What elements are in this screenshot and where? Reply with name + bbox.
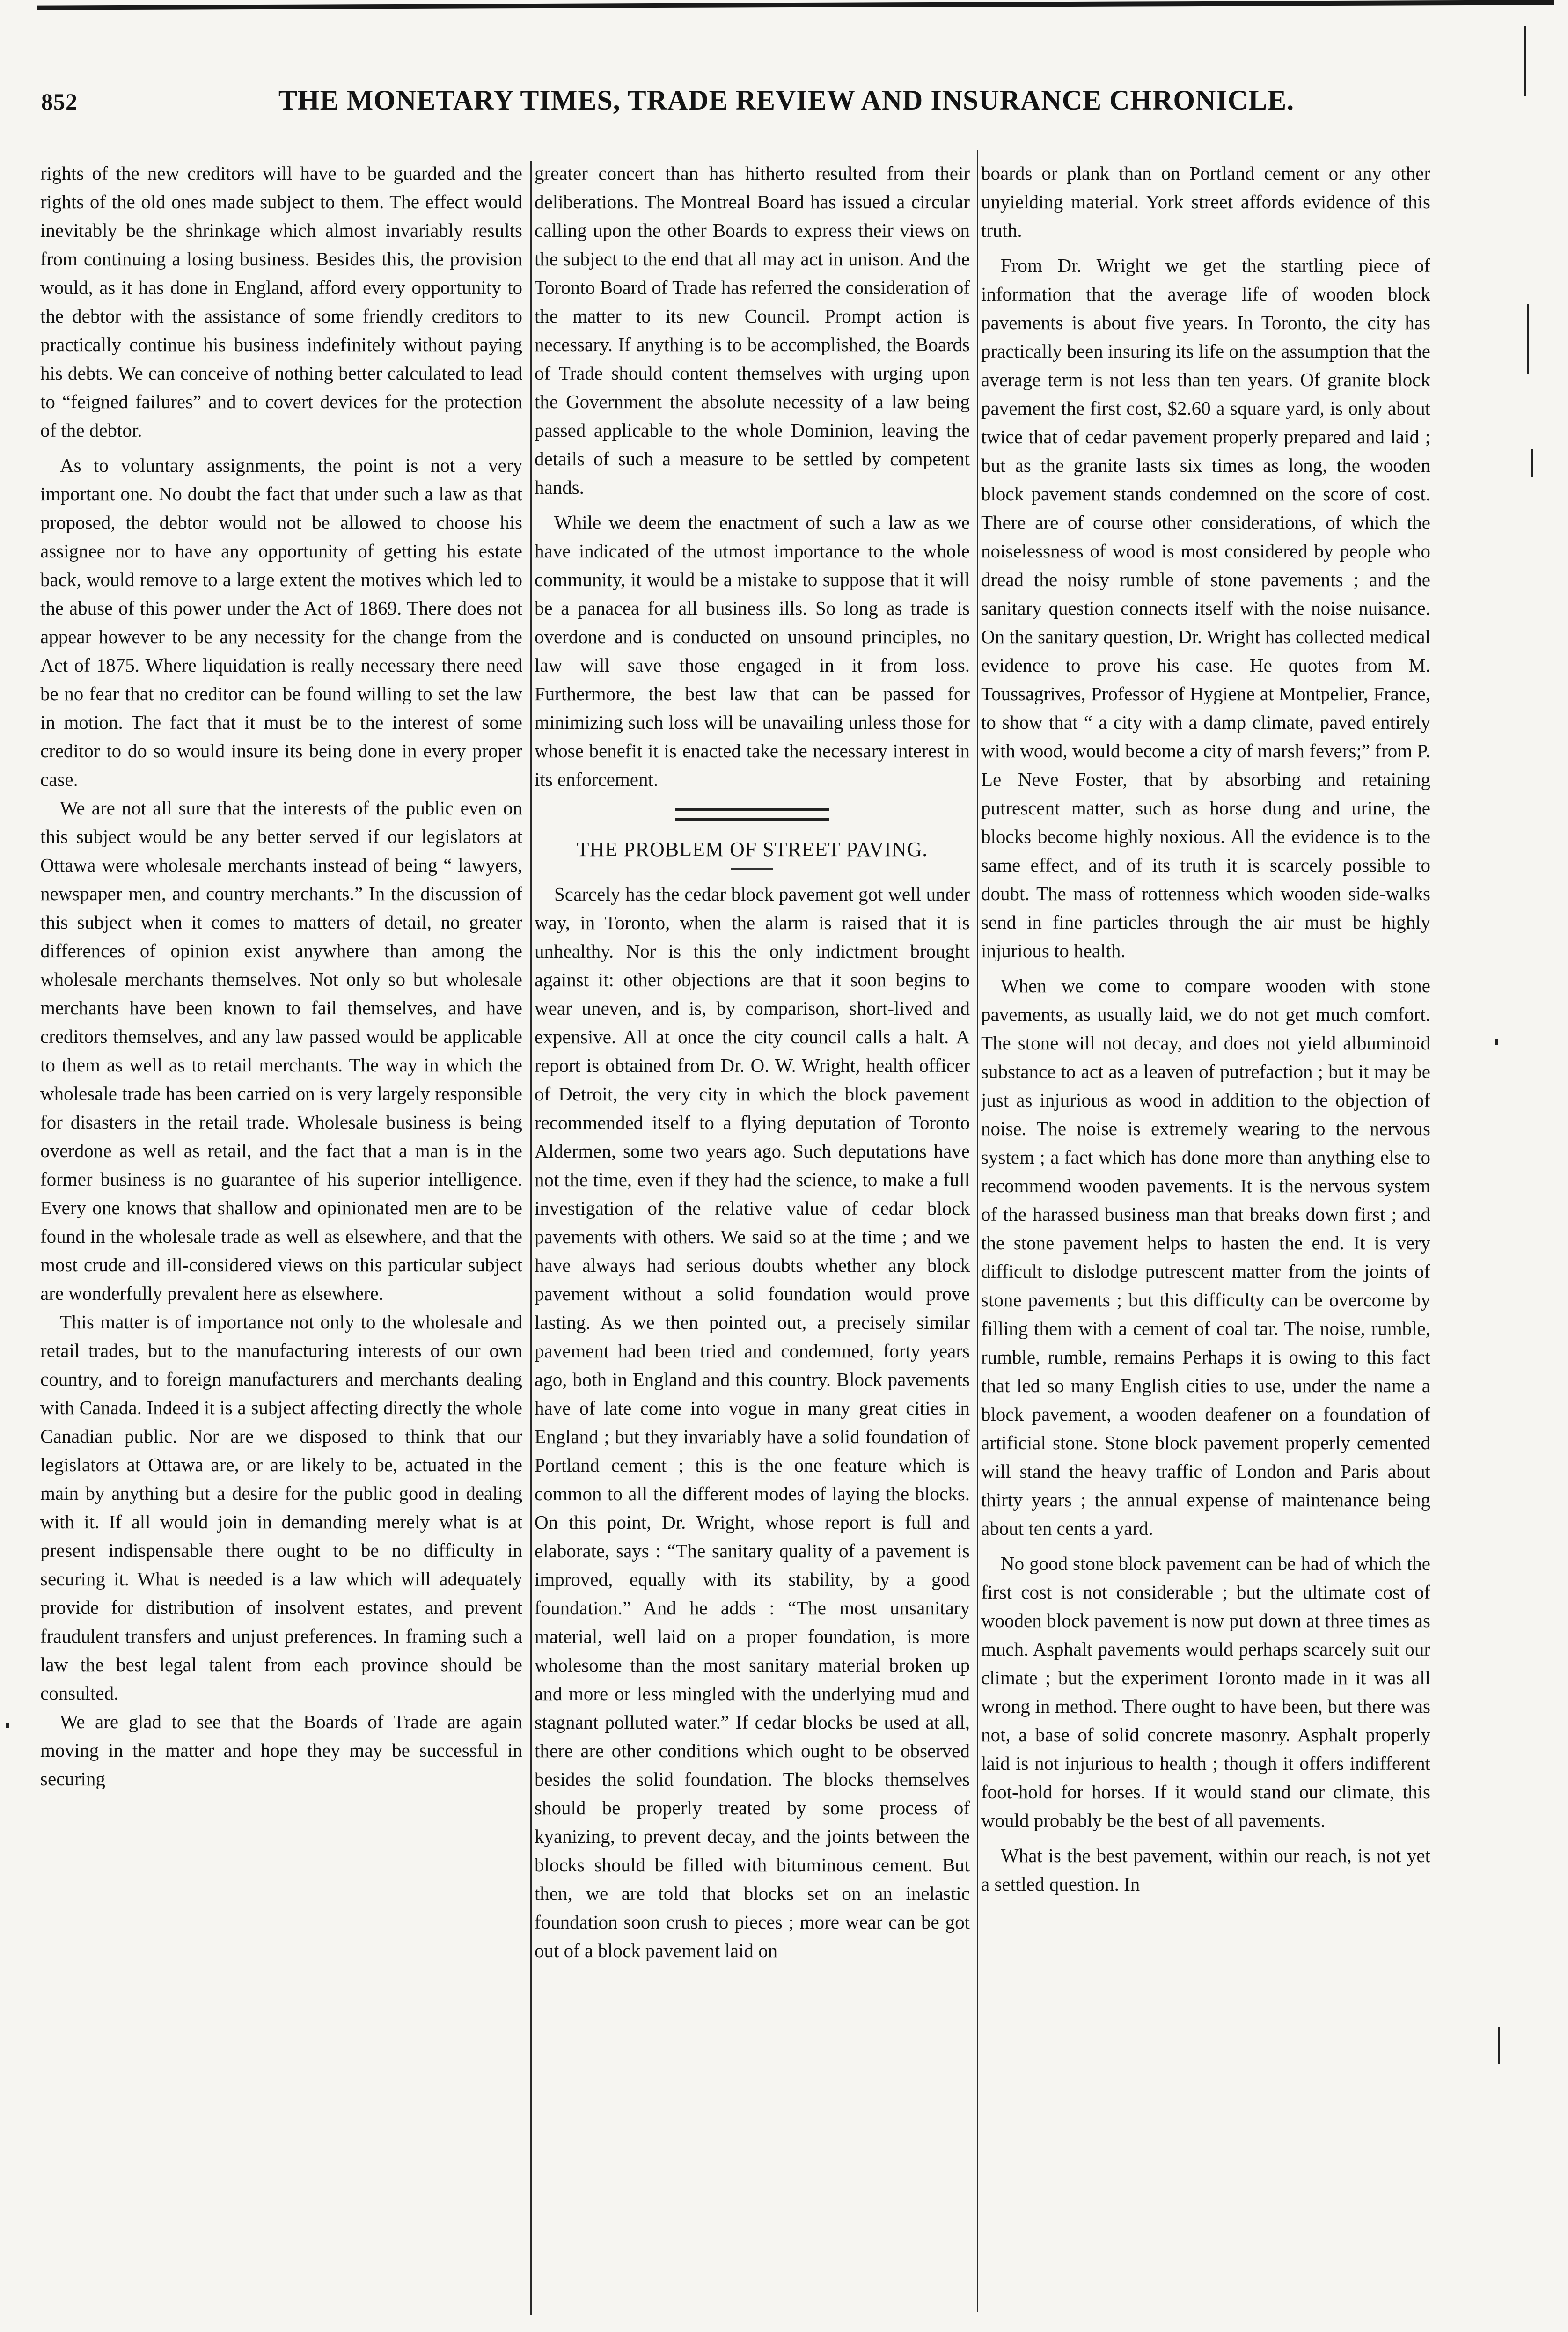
margin-mark — [1495, 1039, 1498, 1045]
paragraph: rights of the new creditors will have to be guarded and the rights of the old ones made subject to them. The effect would inevitably be the shrinkage which almost invariably results from continuing a losing business. Besides this, the provision would, as it has done in England, afford every opportunity to the debtor with the assistance of some friendly creditors to practically continue his business indefinitely without paying his debts. We can conceive of nothing better calculated to lead to “feigned failures” and to covert devices for the protection of the debtor. — [40, 162, 522, 441]
paragraph: boards or plank than on Portland cement or any other unyielding material. York street affords evidence of this truth. — [981, 162, 1430, 241]
paragraph: What is the best pavement, within our reach, is not yet a settled question. In — [981, 1845, 1430, 1895]
margin-mark — [6, 1723, 9, 1728]
article-title: THE PROBLEM OF STREET PAVING. — [576, 838, 928, 861]
paragraph: We are glad to see that the Boards of Trade are again moving in the matter and hope they may be successful in securing — [40, 1711, 522, 1789]
margin-mark — [1531, 449, 1533, 477]
paragraph: Scarcely has the cedar block pavement got well under way, in Toronto, when the alarm is raised that it is unhealthy. Nor is this the only indictment brought against it: other objections are that it soon begins to wear uneven, and is, by comparison, short-lived and expensive. All at once the city council calls a halt. A report is obtained from Dr. O. W. Wright, health officer of Detroit, the very city in which the block pavement recommended itself to a flying deputation of Toronto Aldermen, some two years ago. Such deputations have not the time, even if they had the science, to make a full investigation of the relative value of cedar block pavements with others. We said so at the time ; and we have always had serious doubts whether any block pavement without a solid foundation would prove lasting. As we then pointed out, a precisely similar pavement had been tried and condemned, forty years ago, both in England and this country. Block pavements have of late come into vogue in many great cities in England ; but they invariably have a solid foundation of Portland cement ; this is the one feature which is common to all the different modes of laying the blocks. On this point, Dr. Wright, whose report is full and elaborate, says : “The sanitary quality of a pavement is improved, equally with its stability, by a good foundation.” And he adds : “The most unsanitary material, well laid on a proper foundation, is more wholesome than the most sanitary material broken up and more or less mingled with the underlying mud and stagnant polluted water.” If cedar blocks be used at all, there are other conditions which ought to be observed besides the solid foundation. The blocks themselves should be properly treated by some process of kyanizing, to prevent decay, and the joints between the blocks should be filled with bituminous cement. But then, we are told that blocks set on an inelastic foundation soon crush to pieces ; more wear can be got out of a block pavement laid on — [535, 883, 970, 1961]
paragraph: No good stone block pavement can be had of which the first cost is not considerable ; but the ultimate cost of wooden block pavement is now put down at three times as much. Asphalt pavements would perhaps scarcely suit our climate ; but the experiment Toronto made in it was all wrong in method. There ought to have been, but there was not, a base of solid concrete masonry. Asphalt properly laid is not injurious to health ; though it offers indifferent foot-hold for horses. If it would stand our climate, this would probably be the best of all pavements. — [981, 1553, 1430, 1831]
paragraph: When we come to compare wooden with stone pavements, as usually laid, we do not get much comfort. The stone will not decay, and does not yield albuminoid substance to act as a leaven of putrefaction ; but it may be just as injurious as wood in addition to the objection of noise. The noise is extremely wearing to the nervous system ; a fact which has done more than anything else to recommend wooden pavements. It is the nervous system of the harassed business man that breaks down first ; and the stone pavement helps to hasten the end. It is very difficult to dislodge putrescent matter from the joints of stone pavements ; but this difficulty can be overcome by filling them with a cement of coal tar. The noise, rumble, rumble, rumble, remains Perhaps it is owing to this fact that led so many English cities to use, under the name a block pavement, a wooden deafener on a foundation of artificial stone. Stone block pavement properly cemented will stand the heavy traffic of London and Paris about thirty years ; the annual expense of maintenance being about ten cents a yard. — [981, 975, 1430, 1539]
column-divider-1 — [530, 161, 532, 2315]
paragraph: This matter is of importance not only to the wholesale and retail trades, but to the manufacturing interests of our own country, and to foreign manufacturers and merchants dealing with Canada. Indeed it is a subject affecting directly the whole Canadian public. Nor are we disposed to think that our legislators at Ottawa are, or are likely to be, actuated in the main by anything but a desire for the public good in dealing with it. If all would join in demanding merely what is at present indispensable there ought to be no difficulty in securing it. What is needed is a law which will adequately provide for distribution of insolvent estates, and prevent fraudulent transfers and unjust preferences. In framing such a law the best legal talent from each province should be consulted. — [40, 1311, 522, 1704]
paragraph: While we deem the enactment of such a law as we have indicated of the utmost importance to the whole community, it would be a mistake to suppose that it will be a panacea for all business ills. So long as trade is overdone and is conducted on unsound principles, no law will save those engaged in it from loss. Furthermore, the best law that can be passed for minimizing such loss will be unavailing unless those for whose benefit it is enacted take the necessary interest in its enforcement. — [535, 512, 970, 790]
paragraph: As to voluntary assignments, the point is not a very important one. No doubt the fact that under such a law as that proposed, the debtor would not be allowed to choose his assignee nor to have any opportunity of getting his estate back, would remove to a large extent the motives which led to the abuse of this power under the Act of 1869. There does not appear however to be any necessity for the change from the Act of 1875. Where liquidation is really necessary there need be no fear that no creditor can be found willing to set the law in motion. The fact that it must be to the interest of some creditor to do so would insure its being done in every proper case. — [40, 455, 522, 790]
column-2 — [535, 159, 970, 2294]
margin-mark — [1527, 304, 1529, 374]
margin-mark — [1524, 26, 1526, 96]
page-number: 852 — [41, 88, 78, 115]
column-3 — [981, 159, 1430, 2294]
title-underline — [731, 868, 773, 870]
paragraph: We are not all sure that the interests of the public even on this subject would be any better served if our legislators at Ottawa were wholesale merchants instead of being “ lawyers, newspaper men, and country merchants.” In the discussion of this subject when it comes to matters of detail, no greater differences of opinion exist anywhere than among the wholesale merchants themselves. Not only so but wholesale merchants have been known to fail themselves, and have creditors themselves, and any law passed would be applicable to them as well as to retail merchants. The way in which the wholesale trade has been carried on is very largely responsible for disasters in the retail trade. Wholesale business is being overdone as well as retail, and the fact that a man is in the former business is no guarantee of his superior intelligence. Every one knows that shallow and opinionated men are to be found in the wholesale trade as well as elsewhere, and that the most crude and ill-considered views on this particular subject are wonderfully prevalent here as elsewhere. — [40, 797, 522, 1304]
column-divider-2 — [977, 150, 978, 2312]
paragraph: From Dr. Wright we get the startling piece of information that the average life of wooden block pavements is about five years. In Toronto, the city has practically been insuring its life on the assumption that the average term is not less than ten years. Of granite block pavement the first cost, $2.60 a square yard, is only about twice that of cedar pavement properly prepared and laid ; but as the granite lasts six times as long, the wooden block pavement stands condemned on the score of cost. There are of course other considerations, of which the noiselessness of wood is most considered by people who dread the noisy rumble of stone pavements ; and the sanitary question connects itself with the noise nuisance. On the sanitary question, Dr. Wright has collected medical evidence to prove his case. He quotes from M. Toussagrives, Professor of Hygiene at Montpelier, France, to show that “ a city with a damp climate, paved entirely with wood, would become a city of marsh fevers;” from P. Le Neve Foster, that by absorbing and retaining putrescent matter, such as horse dung and urine, the blocks become highly noxious. All the evidence is to the same effect, and of its truth it is scarcely possible to doubt. The mass of rottenness which wooden side-walks send in fine particles through the air must be highly injurious to health. — [981, 255, 1430, 961]
section-double-rule — [675, 808, 829, 821]
margin-mark — [1498, 2027, 1500, 2064]
running-head: THE MONETARY TIMES, TRADE REVIEW AND INSURANCE CHRONICLE. — [278, 85, 1295, 116]
column-1 — [40, 159, 522, 2294]
page-header — [33, 84, 1484, 126]
paragraph: greater concert than has hitherto resulted from their deliberations. The Montreal Board has issued a circular calling upon the other Boards to express their views on the subject to the end that all may act in unison. And the Toronto Board of Trade has referred the consideration of the matter to its new Council. Prompt action is necessary. If anything is to be accomplished, the Boards of Trade should content themselves with urging upon the Government the absolute necessity of a law being passed applicable to the whole Dominion, leaving the details of such a measure to be settled by competent hands. — [535, 162, 970, 498]
top-border-rule — [37, 0, 1554, 10]
